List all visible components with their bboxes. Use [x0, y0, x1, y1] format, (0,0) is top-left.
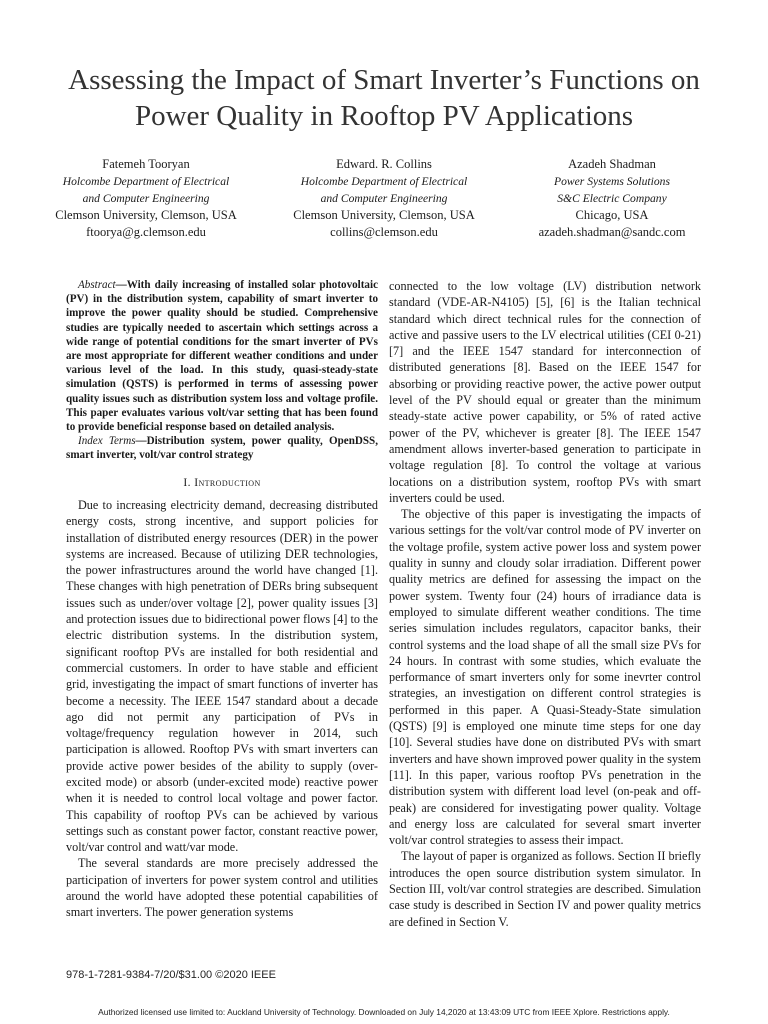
left-column	[66, 278, 378, 921]
body-paragraph: The layout of paper is organized as follows. Section II briefly introduces the open source distribution system simulator. In Section III, volt/var control strategies are described. Simulation case study is described in Section IV and power quality metrics are defined in Section V.	[389, 849, 701, 929]
author-name: Edward. R. Collins	[336, 157, 432, 171]
copyright-notice: 978-1-7281-9384-7/20/$31.00 ©2020 IEEE	[66, 969, 276, 981]
author-2	[264, 156, 504, 241]
author-affiliation-line1: Holcombe Department of Electrical	[62, 175, 230, 188]
index-terms-label: Index Terms	[78, 435, 136, 448]
author-affiliation-line2: S&C Electric Company	[557, 192, 667, 205]
body-paragraph: Due to increasing electricity demand, decreasing distributed energy costs, strong incentive, and support policies for installation of distributed energy resources (DER) in the power systems are increased. Because of utilizing DER technologies, the power infrastructures around the world have changed [1]. These changes with high penetration of DERs bring subsequent issues such as under/over voltage [2], power quality issues [3] and protection issues due to bidirectional power flows [4] to the electric distribution systems. In the distribution system, significant rooftop PVs are installed for both residential and commercial customers. In order to have stable and efficient grid, investigating the impact of smart functions of inverter has become a necessity. The IEEE 1547 standard about a decade ago did not permit any participation of PVs in voltage/frequency regulation however in 2014, such participation is allowed. Rooftop PVs with smart inverters can provide active power besides of the ability to supply (over-excited mode) or absorb (under-excited mode) reactive power when it is needed to control local voltage and power factor. This capability of rooftop PVs can be achieved by various settings such as constant power factor, constant reactive power, volt/var control and watt/var mode.	[66, 497, 378, 855]
author-email: azadeh.shadman@sandc.com	[538, 225, 686, 239]
index-terms-text: —Distribution system, power quality, OpenDSS, smart inverter, volt/var control strategy	[66, 435, 378, 462]
author-affiliation-line2: and Computer Engineering	[320, 192, 448, 205]
body-paragraph: The several standards are more precisely addressed the participation of inverters for power system control and utilities around the world have adopted these potential capabilities of smart inverters. The power generation systems	[66, 856, 378, 920]
author-institution: Chicago, USA	[575, 208, 649, 222]
paper-title: Assessing the Impact of Smart Inverter’s Functions on Power Quality in Rooftop PV Applications	[68, 64, 700, 132]
section-heading: I. Introduction	[183, 475, 261, 489]
author-block	[40, 156, 728, 246]
body-paragraph: connected to the low voltage (LV) distribution network standard (VDE-AR-N4105) [5], [6] is the Italian technical standard which direct technical rules for the connection of active and passive users to the LV electrical utilities (CEI 0-21) [7] and the IEEE 1547 standard for interconnection of distributed generations [8]. Based on the IEEE 1547 for absorbing or providing reactive power, the active power output level of the PV should equal or greater than the minimum steady-state active power capability, or 5% of rated active power of the PV, whichever is greater [8]. The IEEE 1547 amendment allows inverter-based generation to participate in voltage regulation [8]. To control the voltage at various locations on a distribution system, rooftop PVs with smart inverters could be used.	[389, 279, 701, 505]
abstract-text: —With daily increasing of installed solar photovoltaic (PV) in the distribution system, capability of smart inverter to improve the power quality should be studied. Comprehensive studies are typically needed to ascertain which settings across a wide range of potential conditions for the smart inverter of PVs are most appropriate for different weather conditions and under various level of the load. In this study, quasi-steady-state simulation (QSTS) is performed in terms of assessing power quality issues such as distribution system loss and voltage profile. This paper evaluates various volt/var setting that has been found to provide beneficial response based on detailed analysis.	[66, 279, 378, 434]
author-email: collins@clemson.edu	[330, 225, 438, 239]
author-affiliation-line1: Power Systems Solutions	[554, 175, 670, 188]
author-name: Azadeh Shadman	[568, 157, 656, 171]
author-1	[26, 156, 266, 241]
author-3	[492, 156, 732, 241]
right-column	[389, 278, 701, 930]
author-institution: Clemson University, Clemson, USA	[55, 208, 237, 222]
license-notice: Authorized licensed use limited to: Auckland University of Technology. Downloaded on July 14,2020 at 13:43:09 UTC from IEEE Xplore. Restrictions apply.	[98, 1007, 670, 1017]
index-terms	[66, 434, 378, 462]
author-institution: Clemson University, Clemson, USA	[293, 208, 475, 222]
body-paragraph: The objective of this paper is investigating the impacts of various settings for the volt/var control mode of PV inverter on the voltage profile, system active power loss and system power quality in sunny and cloudy solar irradiation. Different power quality metrics are defined for assessing the impact on the power system. Twenty four (24) hours of irradiance data is employed to simulate different weather conditions. The time series simulation includes regulators, capacitor banks, their control systems and the load shape of all the small size PVs for 24 hours. In contrast with some studies, which evaluate the performance of smart inverters only for some inevrter control strategies, an investigation on different control strategies is performed in this paper. A Quasi-Steady-State simulation (QSTS) [9] is employed one minute time steps for one day [10]. Several studies have done on distributed PVs with smart inverters and have shown improved power quality in the system [11]. In this paper, various rooftop PVs penetration in the distribution system with different load level (on-peak and off-peak) are considered for investigating power quality. Voltage and energy loss are calculated for several smart inverter volt/var control strategies to assess their impact.	[389, 507, 701, 848]
author-name: Fatemeh Tooryan	[102, 157, 190, 171]
author-email: ftoorya@g.clemson.edu	[86, 225, 206, 239]
author-affiliation-line1: Holcombe Department of Electrical	[300, 175, 468, 188]
abstract-label: Abstract	[78, 279, 116, 291]
abstract	[66, 278, 378, 434]
author-affiliation-line2: and Computer Engineering	[82, 192, 210, 205]
